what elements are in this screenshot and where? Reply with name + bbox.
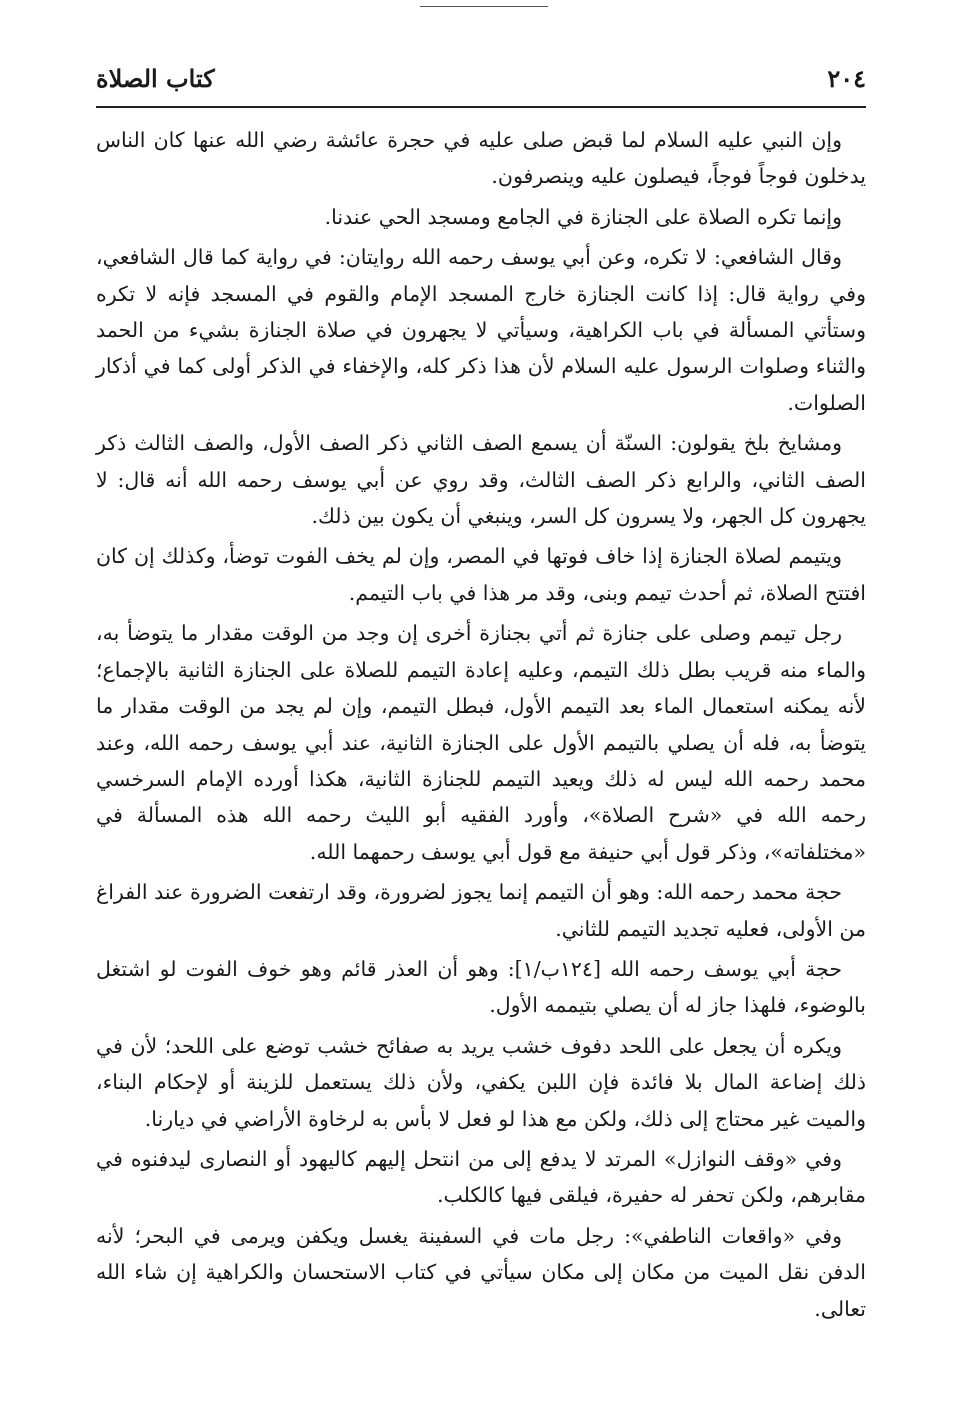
paragraph: ومشايخ بلخ يقولون: السنّة أن يسمع الصف الثاني ذكر الصف الأول، والصف الثالث ذكر الصف الثاني، والرابع ذكر الصف الثالث، وقد روي عن أبي يوسف رحمه الله أنه قال: لا يجهرون كل الجهر، ولا يسرون كل السر، وينبغي أن يكون بين ذلك.	[96, 431, 866, 529]
paragraph: وإنما تكره الصلاة على الجنازة في الجامع ومسجد الحي عندنا.	[324, 204, 842, 229]
paragraph: وفي «وقف النوازل» المرتد لا يدفع إلى من انتحل إليهم كاليهود أو النصارى ليدفنوه في مقابرهم، ولكن تحفر له حفيرة، فيلقى فيها كالكلب.	[96, 1146, 866, 1208]
paragraph: ويتيمم لصلاة الجنازة إذا خاف فوتها في المصر، وإن لم يخف الفوت توضأ، وكذلك إن كان افتتح الصلاة، ثم أحدث تيمم وبنى، وقد مر هذا في باب التيمم.	[96, 544, 866, 605]
paragraph: وقال الشافعي: لا تكره، وعن أبي يوسف رحمه الله روايتان: في رواية كما قال الشافعي، وفي رواية قال: إذا كانت الجنازة خارج المسجد الإمام والقوم في المسجد فإنه لا تكره وستأتي المسألة في باب الكراهية، وسيأتي لا يجهرون في صلاة الجنازة بشيء من الحمد والثناء وصلوات الرسول عليه السلام لأن هذا ذكر كله، والإخفاء في الذكر أولى كما في أذكار الصلوات.	[96, 245, 866, 415]
paragraph: رجل تيمم وصلى على جنازة ثم أتي بجنازة أخرى إن وجد من الوقت مقدار ما يتوضأ به، والماء منه قريب بطل ذلك التيمم، وعليه إعادة التيمم للصلاة على الجنازة الثانية بالإجماع؛ لأنه يمكنه استعمال الماء بعد التيمم الأول، فبطل التيمم، وإن لم يجد من الوقت مقدار ما يتوضأ به، فله أن يصلي بالتيمم الأول على الجنازة الثانية، عند أبي يوسف رحمه الله، وعند محمد رحمه الله ليس له ذلك ويعيد التيمم للجنازة الثانية، هكذا أورده الإمام السرخسي رحمه الله في «شرح الصلاة»، وأورد الفقيه أبو الليث رحمه الله هذه المسألة في «مختلفاته»، وذكر قول أبي حنيفة مع قول أبي يوسف رحمهما الله.	[96, 621, 866, 864]
paragraph: وإن النبي عليه السلام لما قبض صلى عليه في حجرة عائشة رضي الله عنها كان الناس يدخلون فوجاً فوجاً، فيصلون عليه وينصرفون.	[96, 128, 866, 189]
page-body	[96, 122, 866, 1331]
paragraph: حجة أبي يوسف رحمه الله [١٢٤ب/١]: وهو أن العذر قائم وهو خوف الفوت لو اشتغل بالوضوء، فلهذا جاز له أن يصلي بتيممه الأول.	[96, 956, 866, 1018]
top-rule	[420, 6, 548, 7]
paragraph: حجة محمد رحمه الله: وهو أن التيمم إنما يجوز لضرورة، وقد ارتفعت الضرورة عند الفراغ من الأولى، فعليه تجديد التيمم للثاني.	[96, 880, 866, 941]
page-number: ٢٠٤	[827, 64, 866, 93]
paragraph: وفي «واقعات الناطفي»: رجل مات في السفينة يغسل ويكفن ويرمى في البحر؛ لأنه الدفن نقل الميت من مكان إلى مكان سيأتي في كتاب الاستحسان والكراهية إن شاء الله تعالى.	[96, 1223, 866, 1321]
page-header	[96, 60, 866, 108]
running-title: كتاب الصلاة	[96, 64, 215, 93]
paragraph: ويكره أن يجعل على اللحد دفوف خشب يريد به صفائح خشب توضع على اللحد؛ لأن في ذلك إضاعة المال بلا فائدة فإن اللبن يكفي، ولأن ذلك يستعمل للزينة أو لإحكام البناء، والميت غير محتاج إلى ذلك، ولكن مع هذا لو فعل لا بأس به لرخاوة الأراضي في ديارنا.	[96, 1033, 866, 1131]
